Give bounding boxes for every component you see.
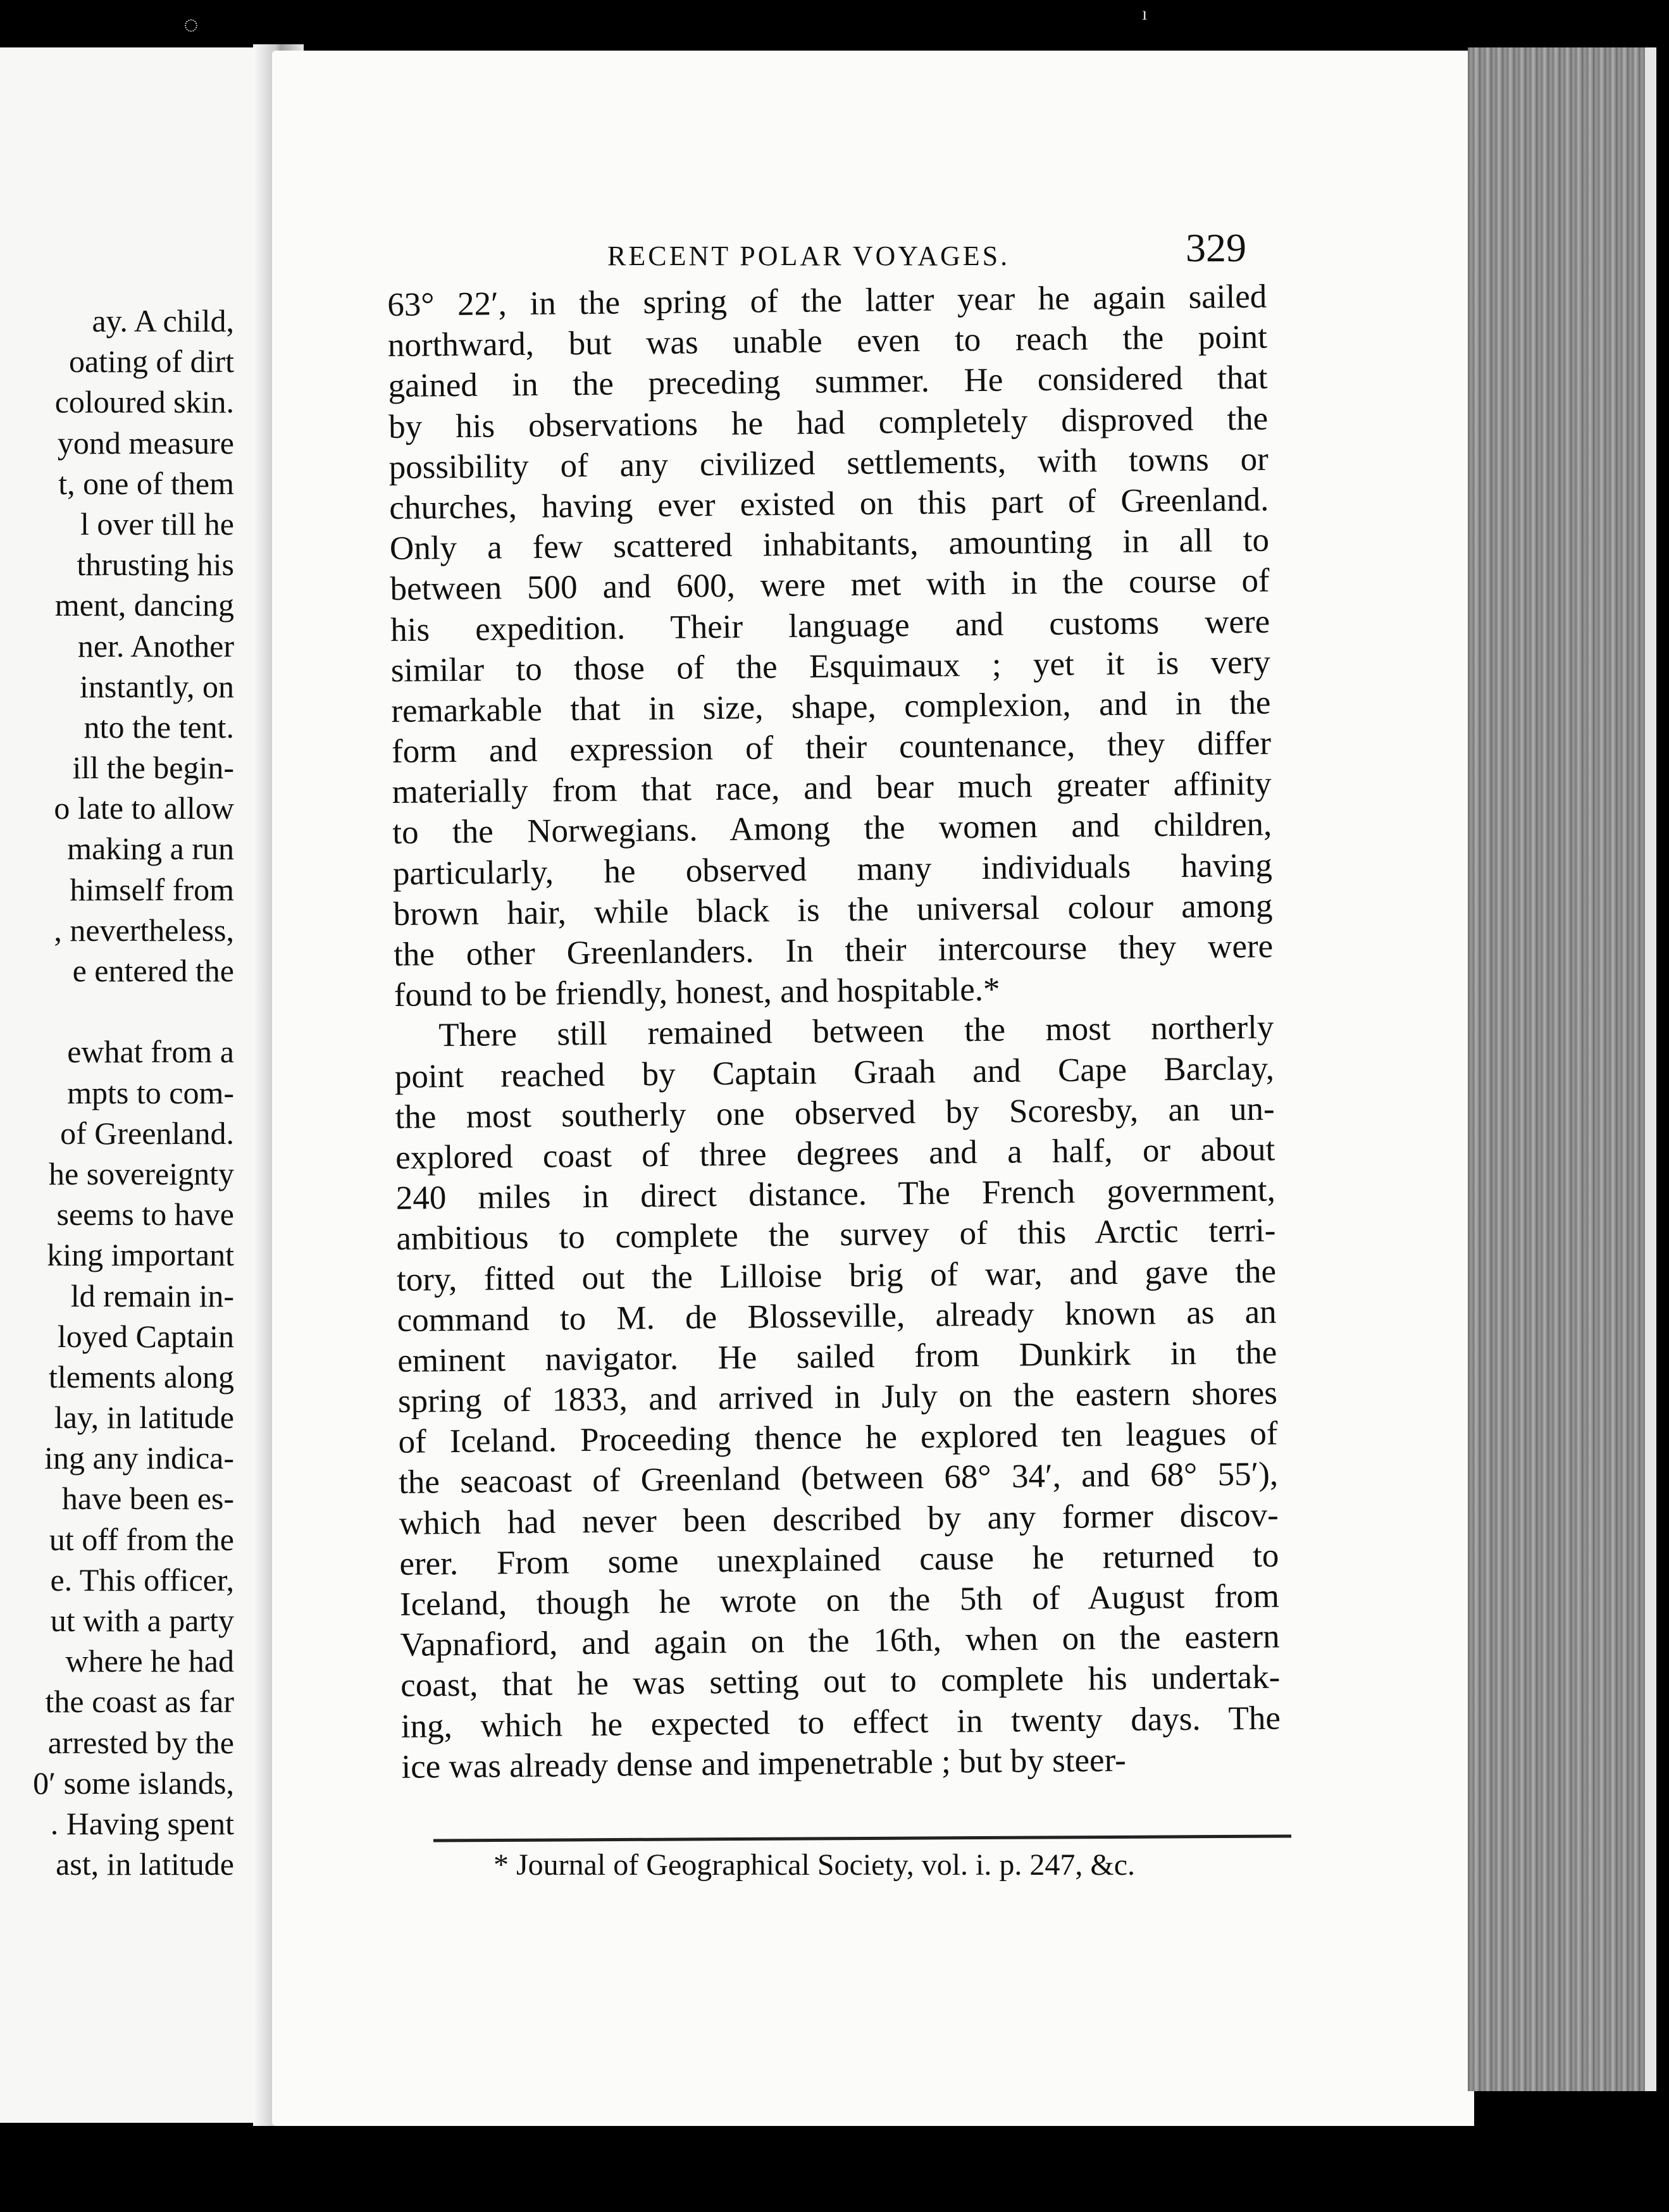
- left-page-line: ewhat from a: [67, 1034, 234, 1070]
- left-page-line: ay. A child,: [92, 303, 234, 339]
- left-page-line: king important: [47, 1237, 234, 1273]
- left-page-line: lay, in latitude: [54, 1400, 234, 1436]
- body-line: command to M. de Blosseville, already known as an: [397, 1293, 1277, 1339]
- body-line: northward, but was unable even to reach the point: [387, 318, 1268, 364]
- left-page-line: the coast as far: [45, 1684, 234, 1720]
- left-page-line: have been es-: [61, 1481, 234, 1517]
- body-line: to the Norwegians. Among the women and children,: [392, 806, 1272, 852]
- body-line: materially from that race, and bear much greater affinity: [392, 765, 1272, 811]
- left-page-line: of Greenland.: [60, 1115, 234, 1151]
- page-header: [569, 225, 1246, 275]
- body-line: churches, having ever existed on this part of Greenland.: [389, 481, 1269, 526]
- running-head: RECENT POLAR VOYAGES.: [607, 240, 1010, 271]
- body-line: ice was already dense and impenetrable ; but by steer-: [401, 1741, 1127, 1786]
- left-page-line: where he had: [65, 1643, 234, 1679]
- body-line: gained in the preceding summer. He considered that: [388, 359, 1268, 405]
- body-line: 63° 22′, in the spring of the latter year he again sailed: [387, 278, 1267, 323]
- left-page-line: ast, in latitude: [56, 1846, 234, 1882]
- left-page-line: making a run: [67, 831, 234, 867]
- left-page-line: . Having spent: [50, 1805, 234, 1841]
- body-line: of Iceland. Proceeding thence he explored ten leagues of: [398, 1415, 1278, 1461]
- body-line: There still remained between the most northerly: [438, 1009, 1274, 1054]
- body-line: by his observations he had completely disproved the: [388, 400, 1269, 445]
- left-page-line: loyed Captain: [57, 1318, 234, 1354]
- body-line: found to be friendly, honest, and hospitable.*: [394, 971, 1000, 1014]
- scan-speck: ◌: [183, 10, 199, 39]
- left-page-line: ld remain in-: [70, 1277, 234, 1314]
- body-line: coast, that he was setting out to complete his undertak-: [400, 1658, 1281, 1705]
- left-page-line: mpts to com-: [67, 1074, 234, 1110]
- left-page-line: ing any indica-: [44, 1440, 234, 1476]
- body-line: the seacoast of Greenland (between 68° 34′, and 68° 55′),: [398, 1456, 1279, 1501]
- body-line: between 500 and 600, were met with in the course of: [390, 562, 1270, 608]
- left-page-line: instantly, on: [80, 668, 234, 704]
- body-line: erer. From some unexplained cause he returned to: [399, 1537, 1279, 1582]
- body-line: ing, which he expected to effect in twenty days. The: [400, 1699, 1281, 1745]
- left-page-line: t, one of them: [58, 465, 234, 501]
- left-page-line: thrusting his: [77, 547, 234, 583]
- left-page-line: [0, 991, 234, 1031]
- left-page-line: yond measure: [57, 425, 234, 461]
- body-line: Only a few scattered inhabitants, amounting in all to: [389, 521, 1270, 568]
- left-page-line: oating of dirt: [68, 344, 234, 380]
- body-line: the other Greenlanders. In their intercourse they were: [393, 928, 1274, 973]
- body-line: the most southerly one observed by Scoresby, an un-: [395, 1090, 1275, 1136]
- body-line: which had never been described by any former discov-: [399, 1496, 1279, 1542]
- left-page-line: l over till he: [80, 506, 234, 542]
- left-page-line: coloured skin.: [54, 384, 234, 420]
- left-page-line: arrested by the: [47, 1724, 234, 1760]
- body-line: possibility of any civilized settlements, with towns or: [388, 440, 1269, 486]
- left-page-line: e entered the: [72, 953, 234, 988]
- left-page-line: ut off from the: [49, 1521, 234, 1557]
- body-line: eminent navigator. He sailed from Dunkirk in the: [397, 1334, 1277, 1379]
- body-line: his expedition. Their language and customs were: [390, 603, 1270, 649]
- left-page-line: ill the begin-: [72, 750, 234, 786]
- body-line: spring of 1833, and arrived in July on the eastern shores: [397, 1374, 1278, 1420]
- left-page-line: o late to allow: [54, 790, 234, 826]
- scan-speck: ı: [1142, 3, 1148, 24]
- left-page-line: tlements along: [49, 1358, 234, 1395]
- body-line: tory, fitted out the Lilloise brig of war, and gave the: [396, 1253, 1277, 1298]
- left-page-text: [0, 301, 234, 1884]
- left-page-line: 0′ some islands,: [33, 1765, 234, 1801]
- body-text: [387, 276, 1281, 1787]
- body-line: similar to those of the Esquimaux ; yet it is very: [390, 643, 1271, 689]
- body-line: particularly, he observed many individuals having: [392, 847, 1273, 892]
- body-line: remarkable that in size, shape, complexion, and in the: [391, 684, 1271, 730]
- left-page-line: , nevertheless,: [54, 912, 234, 948]
- left-page-line: seems to have: [56, 1196, 234, 1233]
- body-line: form and expression of their countenance, they differ: [391, 724, 1272, 771]
- page-number: 329: [1186, 225, 1246, 270]
- body-line: Iceland, though he wrote on the 5th of August from: [399, 1577, 1280, 1623]
- footnote: * Journal of Geographical Society, vol. i. p. 247, &c.: [493, 1848, 1135, 1882]
- body-line: brown hair, while black is the universal colour among: [393, 887, 1273, 933]
- left-page-line: ner. Another: [77, 628, 234, 664]
- body-line: Vapnafiord, and again on the 16th, when on the eastern: [400, 1618, 1280, 1664]
- body-line: point reached by Captain Graah and Cape Barclay,: [394, 1050, 1275, 1095]
- left-page-line: himself from: [70, 871, 234, 907]
- body-line: explored coast of three degrees and a half, or about: [395, 1131, 1275, 1176]
- body-line: ambitious to complete the survey of this Arctic terri-: [396, 1212, 1276, 1258]
- page-edges: [1468, 47, 1656, 2091]
- left-page: [0, 47, 272, 2123]
- left-page-line: nto the tent.: [84, 709, 234, 745]
- left-page-line: ut with a party: [50, 1603, 234, 1638]
- left-page-line: e. This officer,: [50, 1562, 234, 1598]
- body-line: 240 miles in direct distance. The French government,: [395, 1171, 1276, 1217]
- left-page-line: he sovereignty: [49, 1155, 234, 1191]
- left-page-line: ment, dancing: [54, 587, 234, 623]
